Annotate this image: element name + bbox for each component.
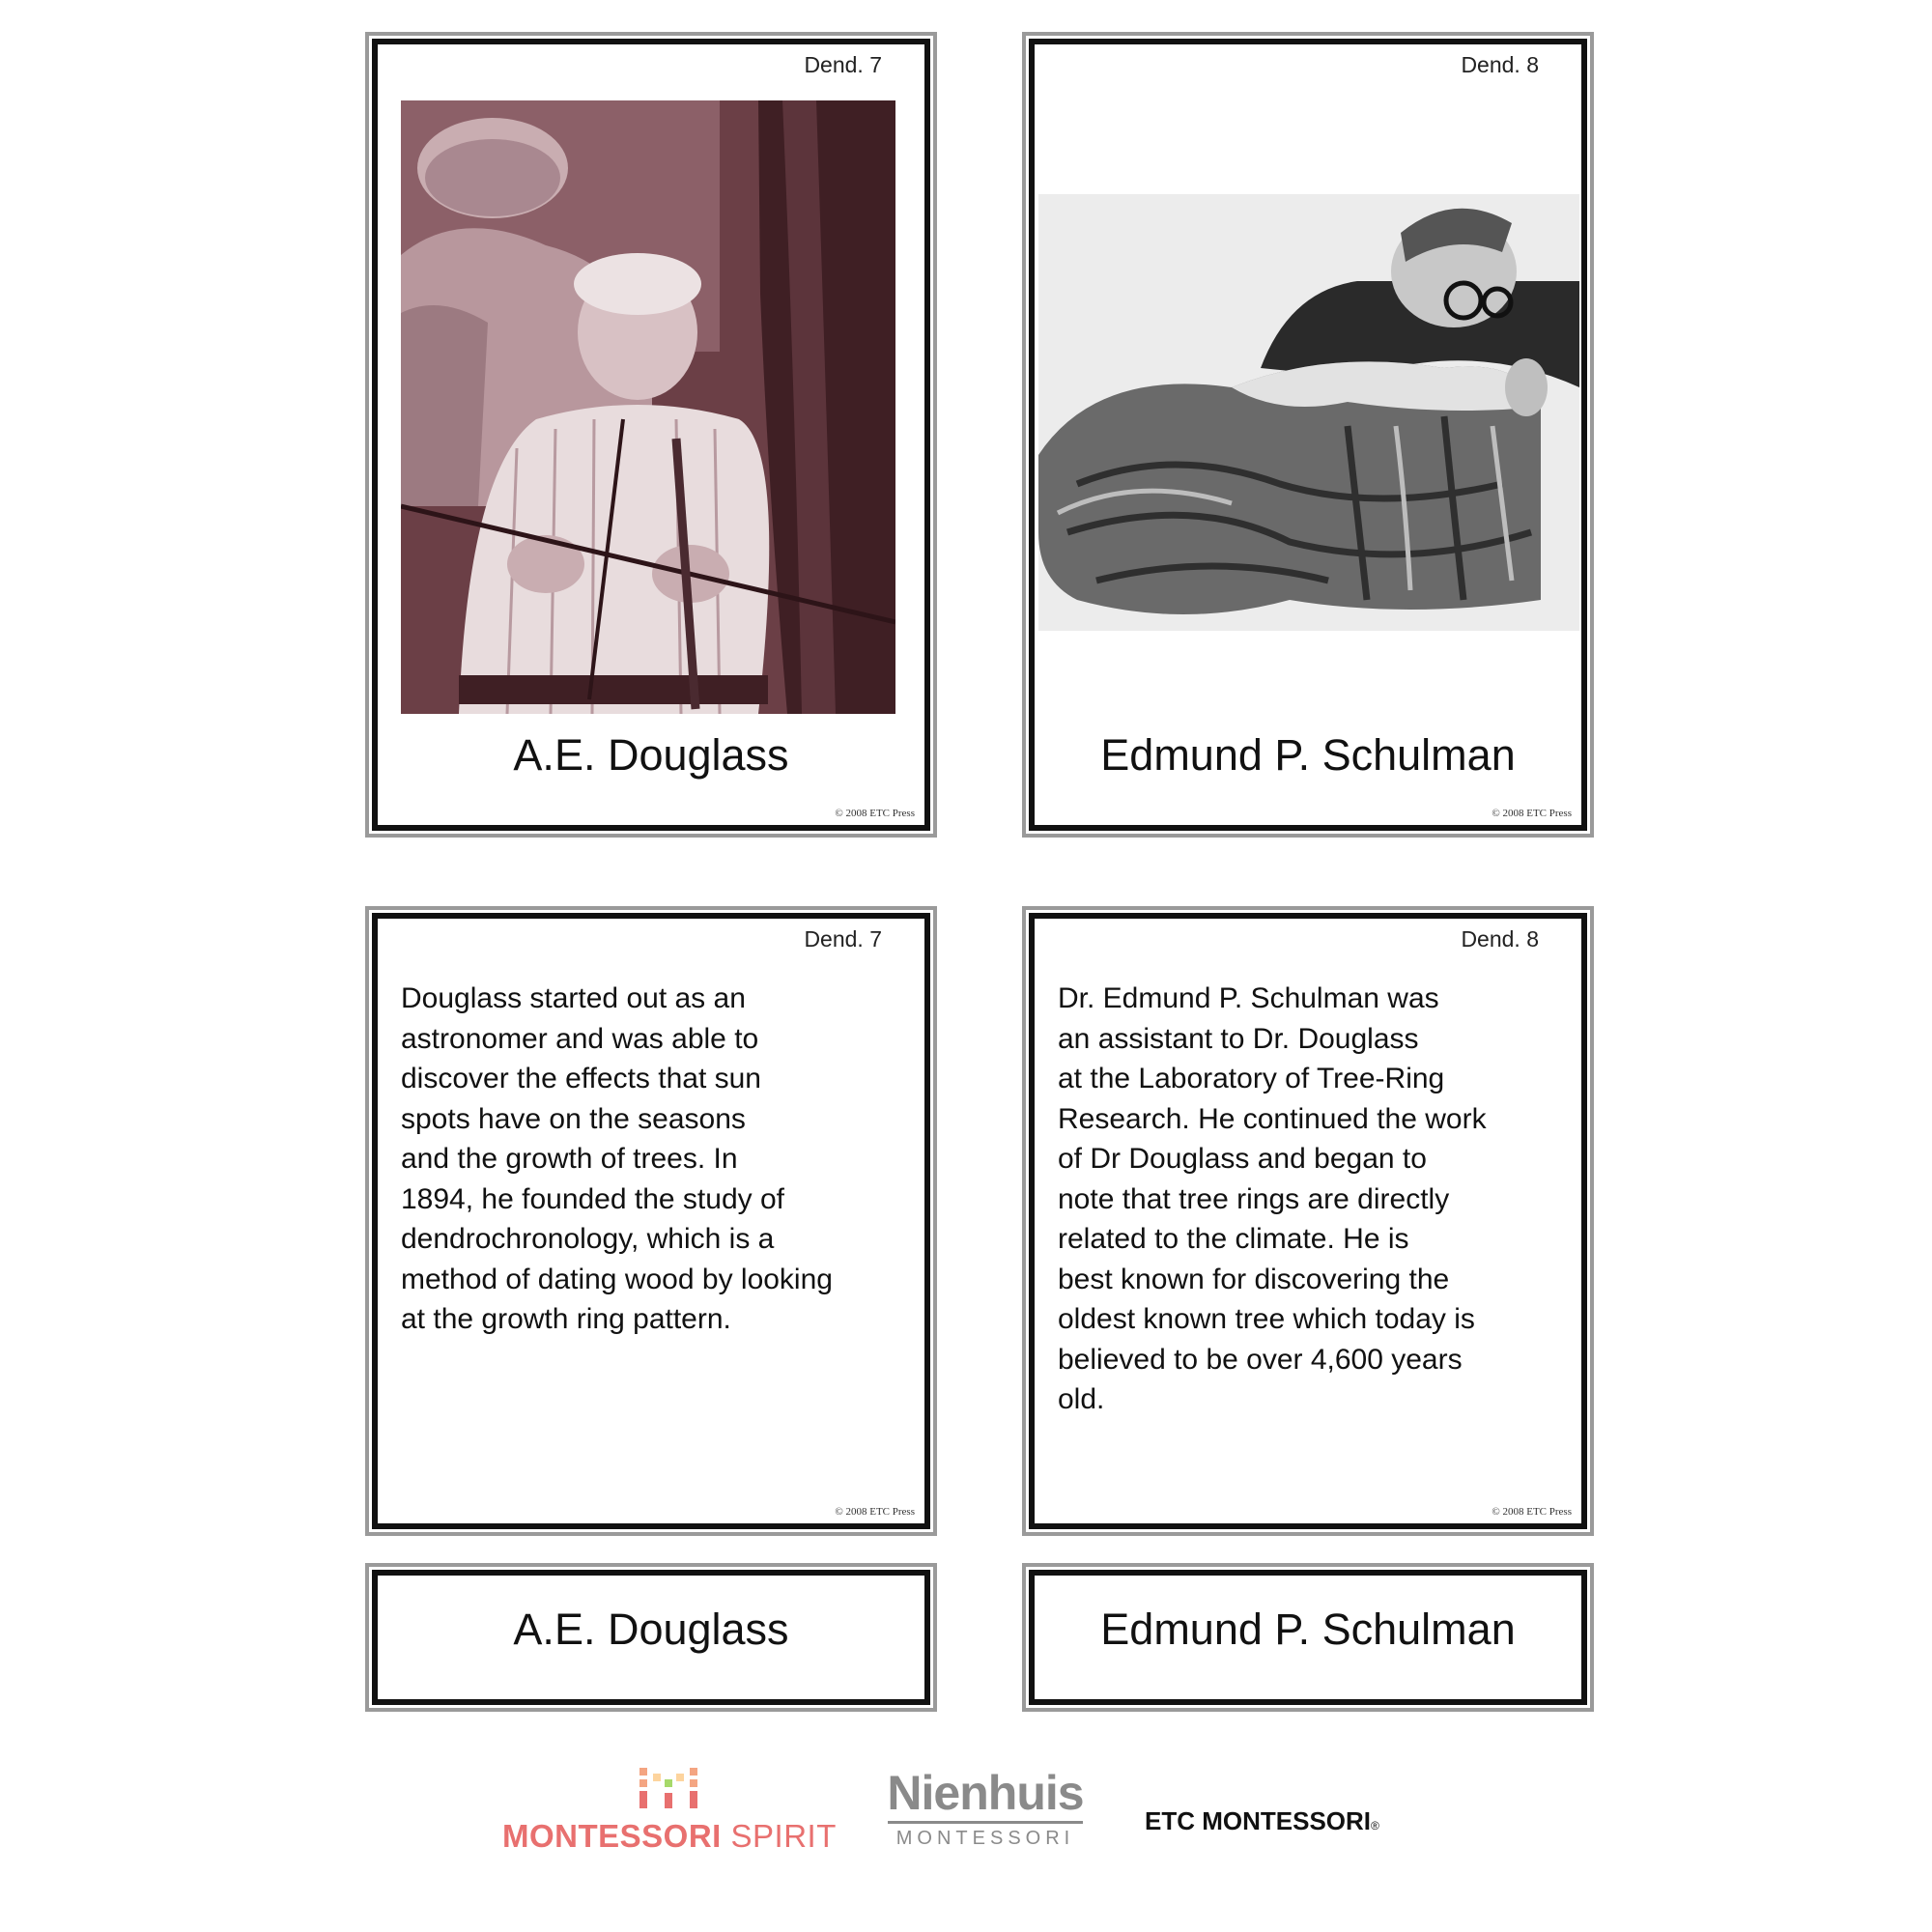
text-card-schulman <box>1029 913 1587 1529</box>
card-code: Dend. 8 <box>1461 926 1539 952</box>
etc-montessori-logo <box>1145 1806 1415 1845</box>
text-line: Douglass started out as an <box>401 982 746 1014</box>
person-name: Edmund P. Schulman <box>1100 730 1516 780</box>
text-line: dendrochronology, which is a <box>401 1223 775 1255</box>
logo-word: MONTESSORI <box>502 1818 722 1854</box>
logo-word: SPIRIT <box>730 1818 837 1854</box>
text-line: oldest known tree which today is <box>1058 1303 1475 1335</box>
montessori-spirit-logo <box>502 1768 836 1860</box>
logo-word: MONTESSORI <box>895 1828 1075 1849</box>
text-card-douglass <box>372 913 930 1529</box>
text-line: 1894, he founded the study of <box>401 1182 784 1215</box>
text-line: believed to be over 4,600 years <box>1058 1343 1463 1376</box>
copyright: © 2008 ETC Press <box>1492 1506 1572 1518</box>
picture-card-douglass <box>372 39 930 831</box>
logo-word: Nienhuis <box>887 1766 1084 1820</box>
text-line: related to the climate. He is <box>1058 1223 1409 1255</box>
description-text <box>1058 979 1562 1420</box>
text-line: method of dating wood by looking <box>401 1263 833 1295</box>
card-code: Dend. 8 <box>1461 52 1539 77</box>
nienhuis-logo <box>884 1766 1087 1862</box>
text-line: old. <box>1058 1383 1105 1415</box>
text-line: at the growth ring pattern. <box>401 1303 731 1335</box>
card-code: Dend. 7 <box>804 926 882 952</box>
text-line: and the growth of trees. In <box>401 1143 738 1175</box>
registered-mark: ® <box>1371 1819 1379 1833</box>
text-line: discover the effects that sun <box>401 1063 761 1094</box>
logo-word: ETC MONTESSORI <box>1145 1806 1372 1835</box>
text-line: Dr. Edmund P. Schulman was <box>1058 982 1439 1014</box>
text-line: of Dr Douglass and began to <box>1058 1143 1427 1175</box>
picture-card-schulman <box>1029 39 1587 831</box>
schulman-photo <box>1038 194 1579 631</box>
text-line: astronomer and was able to <box>401 1022 759 1055</box>
description-text <box>401 979 905 1340</box>
copyright: © 2008 ETC Press <box>835 808 915 819</box>
text-line: note that tree rings are directly <box>1058 1182 1450 1215</box>
person-name: Edmund P. Schulman <box>1100 1605 1516 1654</box>
copyright: © 2008 ETC Press <box>1492 808 1572 819</box>
card-code: Dend. 7 <box>804 52 882 77</box>
person-name: A.E. Douglass <box>513 730 789 780</box>
text-line: Research. He continued the work <box>1058 1102 1487 1135</box>
text-line: at the Laboratory of Tree-Ring <box>1058 1063 1445 1094</box>
label-card-schulman <box>1029 1570 1587 1705</box>
douglass-photo <box>401 100 895 714</box>
copyright: © 2008 ETC Press <box>835 1506 915 1518</box>
montessori-spirit-mark-icon <box>639 1768 697 1810</box>
text-line: best known for discovering the <box>1058 1263 1450 1295</box>
label-card-douglass <box>372 1570 930 1705</box>
person-name: A.E. Douglass <box>513 1605 789 1654</box>
text-line: an assistant to Dr. Douglass <box>1058 1022 1419 1055</box>
text-line: spots have on the seasons <box>401 1102 746 1135</box>
